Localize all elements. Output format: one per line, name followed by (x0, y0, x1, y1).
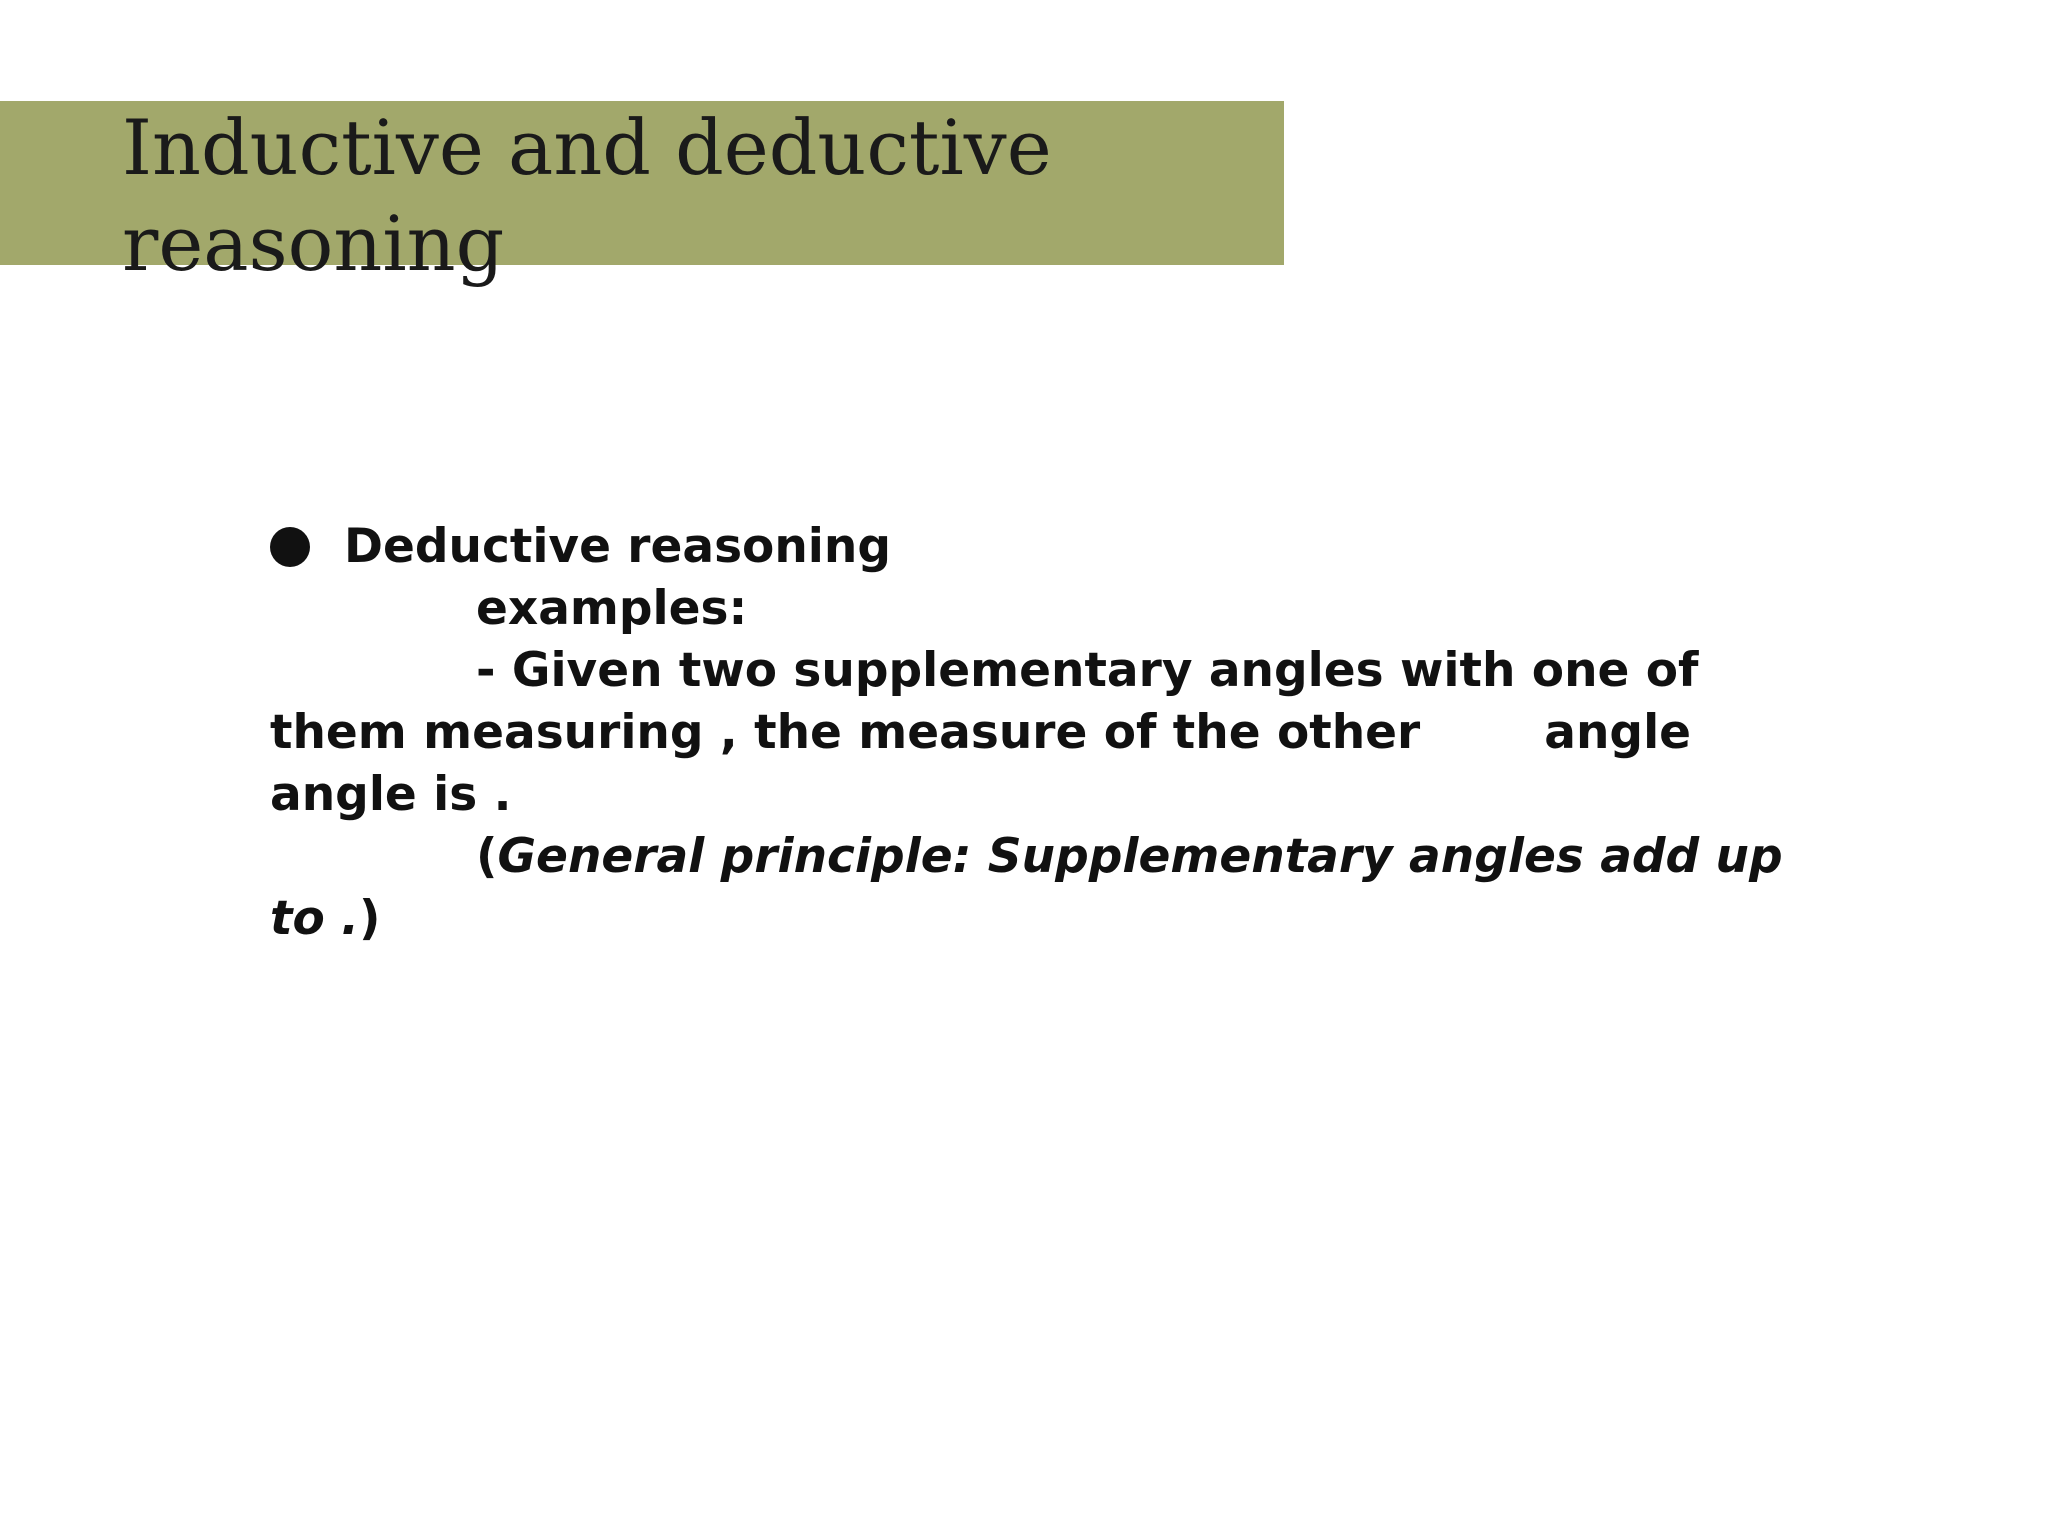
principle-line (270, 826, 1783, 888)
principle-text: General principle: Supplementary angles add up (497, 829, 1783, 884)
bullet-item (270, 516, 1690, 578)
slide-title: Inductive and deductive reasoning (122, 103, 1052, 288)
principle-open: ( (476, 829, 498, 884)
example-line-2b: angle (1544, 705, 1692, 760)
example-line-1: - Given two supplementary angles with one of (476, 643, 1699, 698)
bullet-icon (270, 527, 310, 567)
slide-body (270, 516, 1783, 950)
principle-close: ) (358, 891, 381, 946)
example-line-2 (270, 702, 1690, 764)
examples-label: examples: (476, 581, 748, 636)
example-line-3: angle is . (270, 767, 512, 822)
principle-text-2: to . (270, 891, 359, 946)
example-line-2a: them measuring , the measure of the other (270, 705, 1421, 760)
bullet-heading: Deductive reasoning (344, 519, 892, 574)
principle-line-2 (270, 888, 1690, 950)
